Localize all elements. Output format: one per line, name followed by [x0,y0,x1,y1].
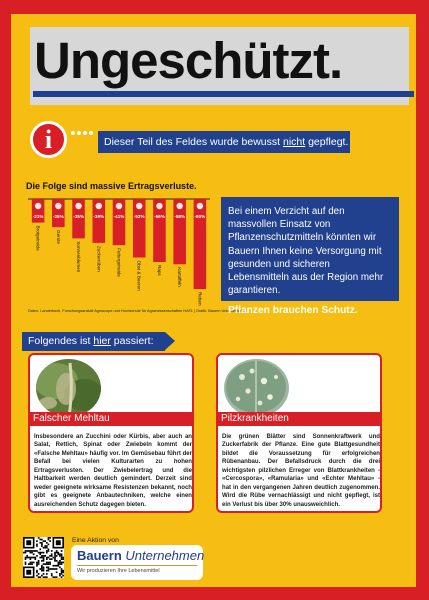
bar-crop-icon [197,203,203,209]
info-banner: Dieser Teil des Feldes wurde bewusst nicht gepflegt. [98,131,350,153]
card-title: Falscher Mehltau [30,412,194,426]
chart-bar [32,199,45,223]
bar-crop-icon [156,203,162,209]
bar-value-label: -52% [133,214,145,219]
chart-bar [194,199,207,289]
chart-title: Die Folge sind massive Ertragsverluste. [26,181,197,191]
bar-value-label: -35% [73,214,84,219]
bar-value-label: -56% [154,214,165,219]
bar-crop-icon [136,203,142,209]
qr-code[interactable] [23,537,64,578]
beet-leaf-photo [224,359,289,417]
bauern-unternehmen-logo: Bauern Unternehmen Wir produzieren Ihre Lebensmittel [71,545,203,580]
category-label: Futtergetreide [116,248,122,277]
category-label: Obst & Beeren [136,260,142,291]
yield-loss-chart [24,192,214,308]
bar-value-label: -41% [113,214,125,219]
category-label: Zuckerrüben [96,245,102,272]
card-pilzkrankheiten [216,353,382,513]
bar-crop-icon [55,203,61,209]
info-banner-emphasis: nicht [282,136,306,148]
chart-source: Daten: Landerbuch, Forschungsanstalt Agroscope und Hochschule für Agrarwissenschaften HAFL | Grafik: Bauern Unternehmen [28,309,245,313]
bar-value-label: -21% [32,214,44,219]
bar-crop-icon [116,203,122,209]
card-falscher-mehltau [28,353,194,513]
category-label: Kartoffeln [177,267,183,287]
category-label: Reben [197,292,203,306]
bar-value-label: -80% [194,214,206,219]
category-label: Raps [156,265,162,276]
footer-label: Eine Aktion von [72,537,119,544]
category-label: Brotgetreide [35,225,41,251]
title-box [30,27,409,105]
bar-crop-icon [75,203,81,209]
card-title: Pilzkrankheiten [218,412,382,426]
card-body: Insbesondere an Zucchini oder Kürbis, aber auch an Salat, Rettich, Spinat oder Zwiebeln kommt der «Falsche Mehltau» häufig vor. Im Gemüsebau führt der Befall bei vielen Kulturarten zu hohen Ertragsverlusten. Der Zwiebelertrag und die Haltbarkeit werden deutlich gemindert. Derzeit sind weder geeignete wirksame Resistenzen bekannt, noch gibt es geeignete Anbautechniken, welche einen ausreichenden Schutz dagegen bieten. [34,434,192,508]
info-icon: i [30,121,67,158]
bar-value-label: -25% [52,214,64,219]
bar-crop-icon [176,203,182,209]
category-label: Gerste [55,230,61,244]
info-box-slogan: Pflanzen brauchen Schutz. [228,305,358,317]
info-box-text: Bei einem Verzicht auf den massvollen Einsatz von Pflanzenschutzmitteln könnten wir Bauern Ihnen keine Versorgung mit gesunden und sicheren Lebensmitteln aus der Region mehr garantieren. [228,206,384,297]
card-body: Die grünen Blätter sind Sonnenkraftwerk und Zuckerfabrik der Pflanze. Eine gute Blattgesundheit bildet die Voraussetzung für erfolgreichen Rübenanbau. Der Befallsdruck durch die drei wichtigsten pilzlichen Erreger von Blattkrankheiten - «Cercospora», «Ramularia» und «Echter Mehltau» - hat in den vergangenen Jahren deutlich zugenommen. Wird die Rübe vernachlässigt und nicht gepflegt, ist ein Verlust bis über 30% unausweichlich. [222,434,380,508]
bar-value-label: -58% [174,214,186,219]
section-heading: Folgendes ist hier passiert: [22,332,165,351]
category-label: Sonnenblumen [76,241,82,273]
zucchini-leaf-photo [36,359,101,417]
section-arrow [165,332,175,350]
info-box [221,197,399,317]
dots-decoration [71,131,95,137]
bar-crop-icon [96,203,102,209]
bar-value-label: -39% [93,214,105,219]
title-underline [33,91,414,97]
page-title: Ungeschützt. [34,32,343,89]
bar-crop-icon [35,203,41,209]
